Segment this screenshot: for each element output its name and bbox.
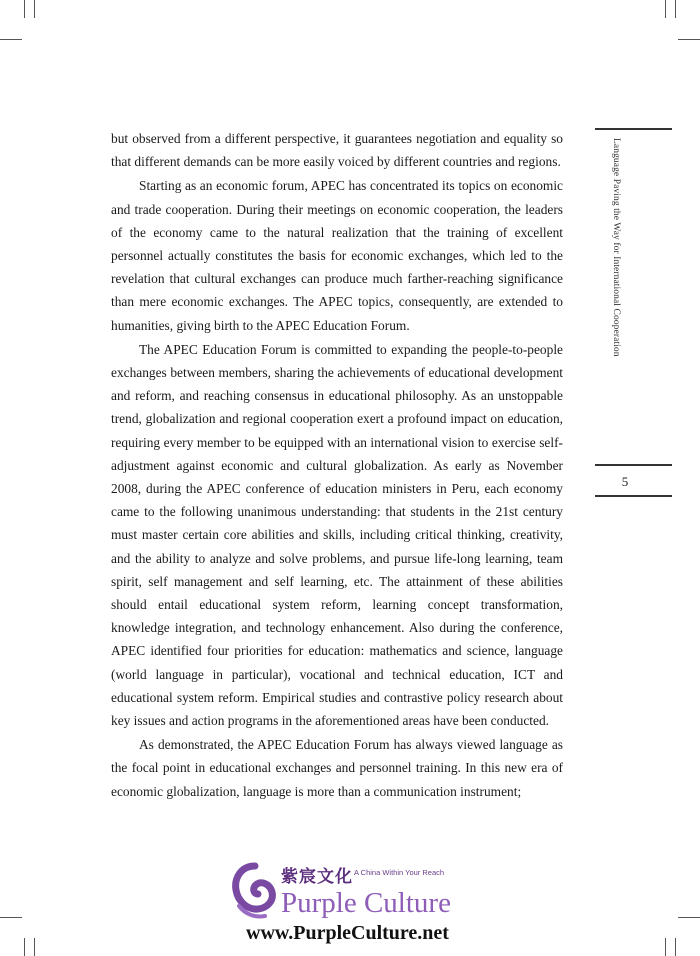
paragraph: The APEC Education Forum is committed to expanding the people-to-people exchanges between members, sharing the achievements of educational development and reform, and reaching consensus in educational philosophy. As an unstoppable trend, globalization and regional cooperation exert a profound impact on education, requiring every member to be equipped with an international vision to exercise self-adjustment against economic and cultural globalization. As early as November 2008, during the APEC conference of education ministers in Peru, each economy came to the following unanimous understanding: that students in the 21st century must master certain core abilities and skills, including critical thinking, creativity, and the ability to analyze and solve problems, and pursue life-long learning, team spirit, self management and self learning, etc. The attainment of these abilities should entail educational system reform, learning concept transformation, knowledge integration, and technology enhancement. Also during the conference, APEC identified four priorities for education: mathematics and science, language (world language in particular), vocational and technical education, ICT and educational system reform. Empirical studies and contrastive policy research about key issues and action programs in the aforementioned areas have been conducted.: [111, 341, 563, 729]
watermark-logo: [226, 862, 476, 952]
logo-brand-name: Purple Culture: [281, 887, 451, 919]
crop-mark: [678, 917, 700, 918]
margin-rule-bottom: [595, 495, 672, 497]
page-number: 5: [621, 474, 629, 489]
swirl-logo-icon: [231, 862, 279, 920]
margin-rule-top: [595, 128, 672, 130]
crop-mark: [0, 39, 22, 40]
crop-mark: [678, 39, 700, 40]
crop-mark: [665, 0, 666, 18]
running-title: Language Paving the Way for International Cooperation: [611, 138, 621, 357]
body-text: [111, 127, 563, 804]
logo-tagline: A China Within Your Reach: [354, 868, 445, 877]
logo-url: www.PurpleCulture.net: [246, 922, 449, 944]
crop-mark: [0, 917, 22, 918]
crop-mark: [675, 0, 676, 18]
crop-mark: [24, 0, 25, 18]
crop-mark: [675, 938, 676, 956]
crop-mark: [24, 938, 25, 956]
crop-mark: [34, 0, 35, 18]
paragraph: Starting as an economic forum, APEC has concentrated its topics on economic and trade cooperation. During their meetings on economic cooperation, the leaders of the economy came to the natural realization that the training of excellent personnel actually constitutes the basis for economic exchanges, which led to the revelation that cultural exchanges can produce much farther-reaching significance than mere economic exchanges. The APEC topics, consequently, are extended to humanities, giving birth to the APEC Education Forum.: [111, 178, 563, 333]
paragraph: but observed from a different perspective, it guarantees negotiation and equality so that different demands can be more easily voiced by different countries and regions.: [111, 131, 563, 170]
paragraph: As demonstrated, the APEC Education Forum has always viewed language as the focal point in educational exchanges and personnel training. In this new era of economic globalization, language is more than a communication instrument;: [111, 737, 563, 799]
crop-mark: [34, 938, 35, 956]
crop-mark: [665, 938, 666, 956]
margin-rule-middle: [595, 464, 672, 466]
logo-chinese-name: 紫宸文化: [281, 867, 353, 887]
